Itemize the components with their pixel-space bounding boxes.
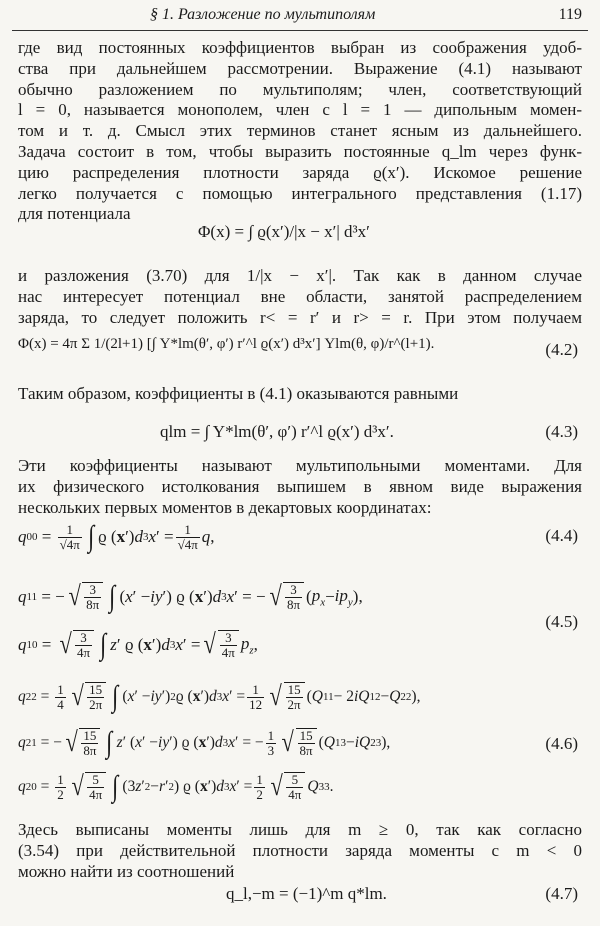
equation-number: (4.4) [545, 526, 578, 545]
equation-text: q_l,−m = (−1)^m q*lm. [226, 884, 387, 903]
equation-4-2 [18, 336, 434, 353]
paragraph-expansion [18, 266, 582, 328]
equation-number: (4.3) [545, 422, 578, 441]
text-line: нас интересует потенциал вне области, занятой распределением [18, 286, 582, 306]
equation-4-6-q20: q 20 = $\frac{1}{2}$ √ $\frac{5}{4\pi}$ ∫ (3 z ′ 2 − r ′ 2 ) ϱ ( x ′) d 3 x ′ = $\frac{1}{2}$ √ $\frac{5}{4\pi}$ Q 33 . [18, 770, 334, 803]
equation-number: (4.6) [545, 734, 578, 753]
equation-4-3 [160, 422, 394, 442]
running-header-title: § 1. Разложение по мультиполям [150, 6, 376, 23]
text-line: легко получается с помощью интегрального представления (1.17) [18, 183, 582, 203]
text-line: l = 0, называется монополем, член с l = 1 — дипольным момен- [18, 100, 582, 120]
paragraph-coefficients [18, 384, 582, 405]
equation-4-5-q10: q 10 = √ $\frac{3}{4\pi}$ ∫ z ′ ϱ ( x ′) d 3 x ′ = √ $\frac{3}{4\pi}$ $p_z$ , [18, 628, 258, 661]
equation-number: (4.5) [545, 612, 578, 631]
header-rule [12, 30, 588, 31]
page-number: 119 [558, 6, 582, 23]
text-line: обычно разложением по мультиполям; член, соответствующий [18, 79, 582, 99]
text-line: их физического истолкования выпишем в явном виде выражения [18, 476, 582, 496]
equation-4-4: q 00 = $\frac{1}{√4\pi}$ ∫ ϱ ( x ′) d 3 x ′ = $\frac{1}{√4\pi}$ q , [18, 520, 215, 553]
text-span: Эти коэффициенты называют мультипольными моментами. Для [18, 456, 582, 475]
text-line: можно найти из соотношений [18, 861, 235, 881]
text-line: том и т. д. Смысл этих терминов станет ясным из дальнейшего. [18, 121, 582, 141]
equation-4-7 [226, 884, 387, 904]
text-line: Задача состоит в том, чтобы выразить постоянные q_lm через функ- [18, 141, 582, 161]
text-line: (3.54) при действительной плотности заряда моменты с m < 0 [18, 840, 582, 860]
equation-potential-integral [198, 222, 370, 242]
equation-4-6-q21: q 21 = − √ $\frac{15}{8\pi}$ ∫ z ′ ( x ′ − iy ′) ϱ ( x ′) d 3 x ′ = − $\frac{1}{3}$ √ $\frac{15}{8\pi}$ ( Q 13 − iQ 23 ), [18, 726, 391, 759]
equation-number: (4.2) [545, 340, 578, 359]
text-line: где вид постоянных коэффициентов выбран из соображения удоб- [18, 38, 582, 57]
text-line: для потенциала [18, 204, 131, 224]
equation-text: Φ(x) = ∫ ϱ(x′)/|x − x′| d³x′ [198, 222, 370, 241]
equation-4-6-q22: q 22 = $\frac{1}{4}$ √ $\frac{15}{2\pi}$ ∫ ( x ′ − iy ′) 2 ϱ ( x ′) d 3 x ′ = $\frac{1}{12}$ √ $\frac{15}{2\pi}$ ( Q 11 − 2 iQ 12 − Q 22 ), [18, 680, 421, 713]
text-line: цию распределения плотности заряда ϱ(x′). Искомое решение [18, 162, 582, 182]
text-line: ства при дальнейшем рассмотрении. Выражение (4.1) называют [18, 58, 582, 78]
paragraph-negative-m [18, 820, 582, 882]
equation-4-5-q11: q 11 = − √ $\frac{3}{8\pi}$ ∫ ( x ′ − iy ′) ϱ ( x ′) d 3 x ′ = − √ $\frac{3}{8\pi}$ ( $p_x$ − $ip_y$ ), [18, 580, 363, 613]
equation-text: qlm = ∫ Y*lm(θ′, φ′) r′^l ϱ(x′) d³x′. [160, 422, 394, 441]
text-line: Здесь выписаны моменты лишь для m ≥ 0, так как согласно [18, 820, 582, 839]
text-line: нескольких первых моментов в декартовых координатах: [18, 497, 432, 517]
text-line: Таким образом, коэффициенты в (4.1) оказываются равными [18, 384, 459, 403]
text-line: и разложения (3.70) для 1/|x − x′|. Так как в данном случае [18, 266, 582, 285]
paragraph-intro [18, 38, 582, 225]
text-line [18, 456, 582, 477]
paragraph-multipole-moments [18, 456, 582, 518]
text-line: заряда, то следует положить r< = r′ и r> = r. При этом получаем [18, 307, 582, 327]
equation-text: Φ(x) = 4π Σ 1/(2l+1) [∫ Y*lm(θ′, φ′) r′^l ϱ(x′) d³x′] Ylm(θ, φ)/r^(l+1). [18, 336, 435, 352]
equation-number: (4.7) [545, 884, 578, 903]
